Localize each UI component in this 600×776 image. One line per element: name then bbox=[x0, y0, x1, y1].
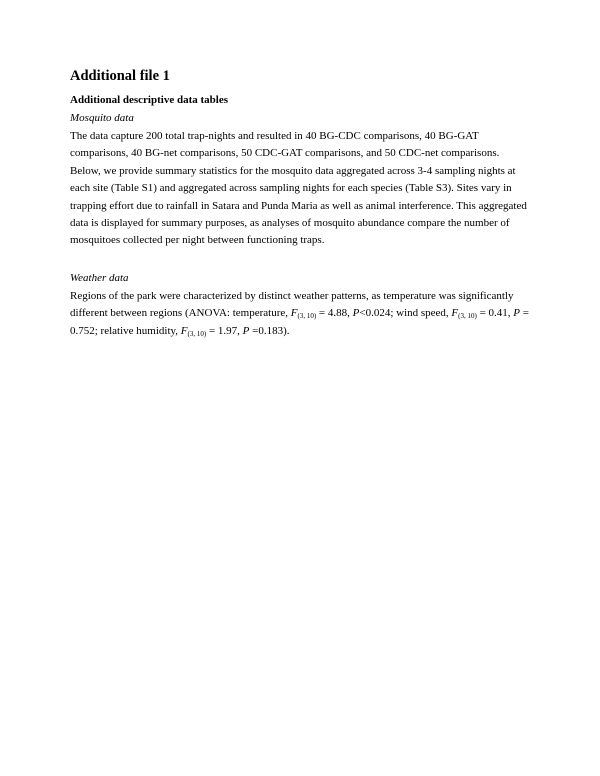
humidity-p-value: =0.183). bbox=[249, 324, 290, 337]
f-symbol-temperature: F bbox=[290, 307, 298, 320]
f-symbol-humidity: F bbox=[180, 324, 188, 337]
weather-intro: Regions of the park were characterized by distinct weather patterns, as temperature was significantly different between regions (ANOVA: temperature, bbox=[70, 289, 514, 320]
weather-subheading: Weather data bbox=[70, 271, 129, 284]
temperature-p-value: <0.024; wind speed, bbox=[359, 307, 452, 320]
document-title: Additional file 1 bbox=[70, 68, 170, 84]
wind-statistic: = 0.41, bbox=[476, 307, 514, 320]
p-symbol-humidity: P bbox=[242, 324, 250, 337]
weather-paragraph bbox=[70, 288, 532, 340]
humidity-statistic: = 1.97, bbox=[206, 324, 243, 337]
df-temperature: (3, 10) bbox=[297, 312, 317, 321]
f-symbol-wind: F bbox=[451, 307, 459, 320]
document-content bbox=[70, 67, 532, 340]
df-wind: (3, 10) bbox=[458, 312, 477, 321]
mosquito-paragraph: The data capture 200 total trap-nights and resulted in 40 BG-CDC comparisons, 40 BG-GAT comparisons, 40 BG-net comparisons, 50 CDC-GAT comparisons, and 50 CDC-net comparisons. Below, we provide summary statistics for the mosquito data aggregated across 3-4 sampling nights at each site (Table S1) and aggregated across sampling nights for each species (Table S3). Sites vary in trapping effort due to rainfall in Satara and Punda Maria as well as animal interference. This aggregated data is displayed for summary purposes, as analyses of mosquito abundance compare the number of mosquitoes collected per night between functioning traps. bbox=[70, 130, 527, 247]
section-heading: Additional descriptive data tables bbox=[70, 94, 228, 106]
mosquito-subheading: Mosquito data bbox=[70, 112, 134, 124]
wind-p-value: = 0.752; relative humidity, bbox=[70, 307, 529, 337]
df-humidity: (3, 10) bbox=[187, 329, 207, 338]
p-symbol-wind: P bbox=[513, 307, 521, 320]
temperature-statistic: = 4.88, bbox=[316, 307, 353, 320]
section-spacer bbox=[70, 250, 532, 270]
p-symbol-temperature: P bbox=[352, 307, 360, 320]
